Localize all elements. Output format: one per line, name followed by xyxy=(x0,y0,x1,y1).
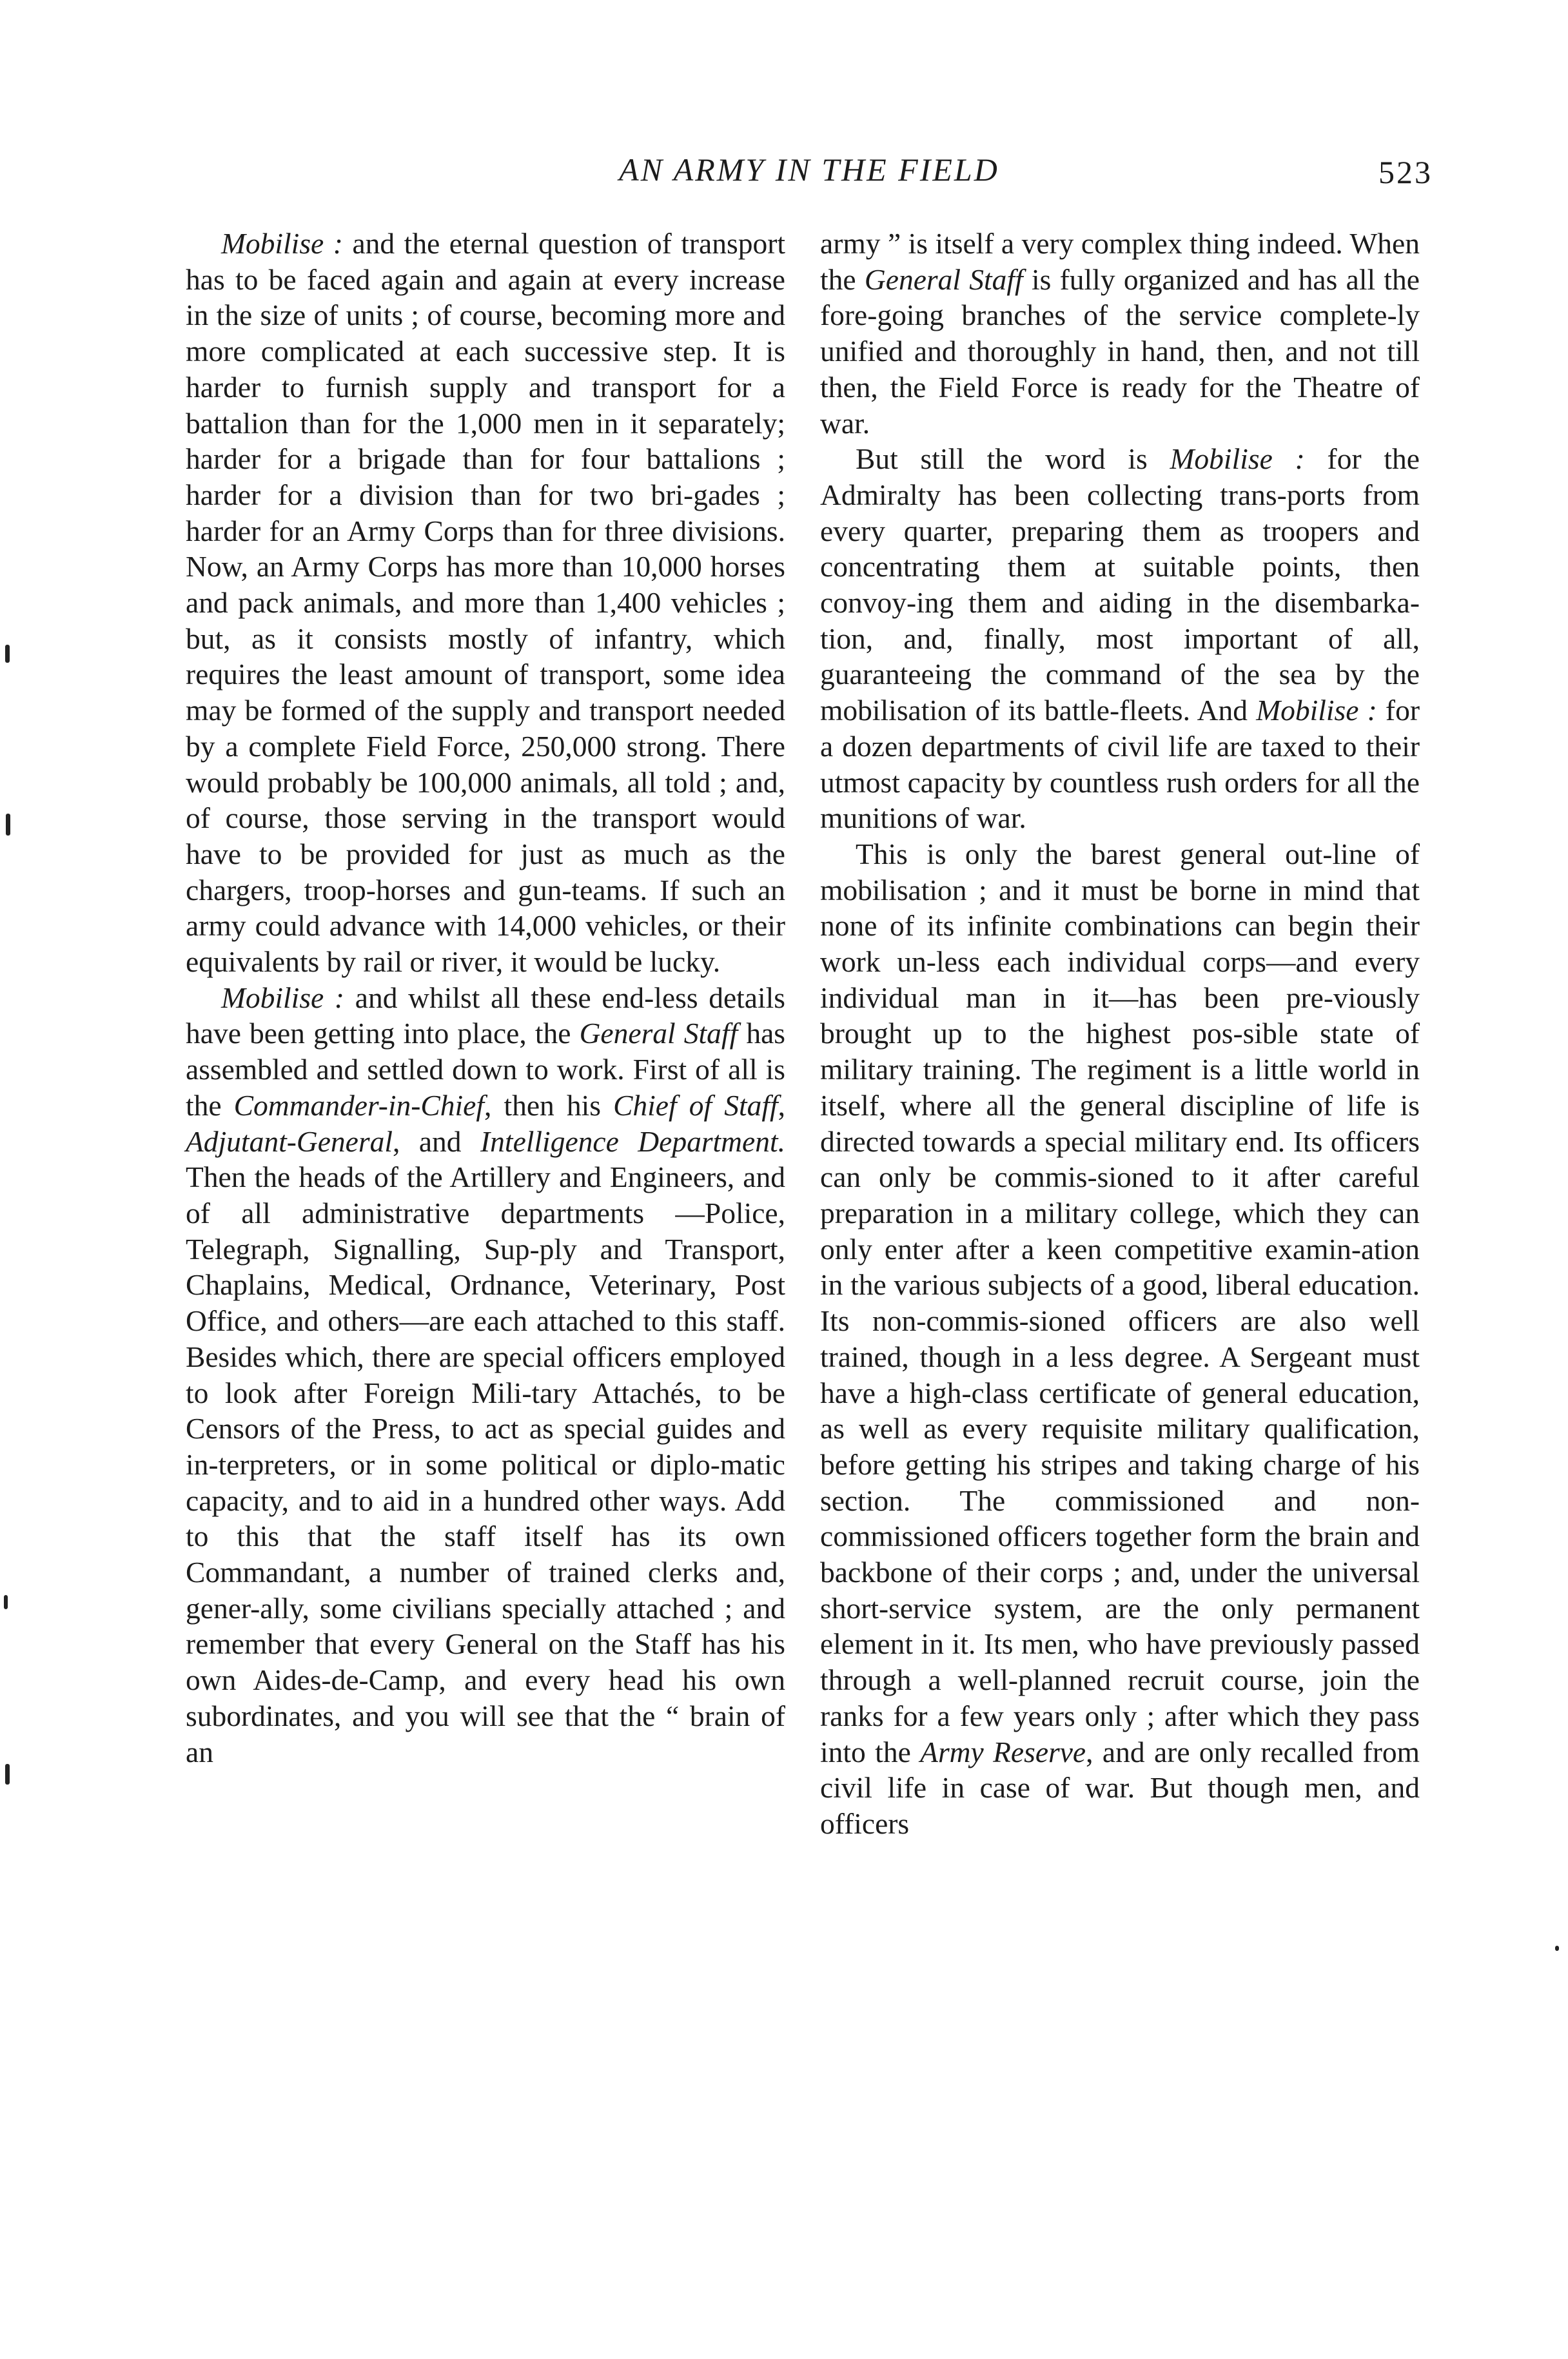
paragraph-continued: army ” is itself a very complex thing indeed. When the General Staff is fully organized and has all the fore-going branches of the service complete-ly unified and thoroughly in hand, then, and not till then, the Field Force is ready for the Theatre of war. xyxy=(820,227,1420,440)
running-title: AN ARMY IN THE FIELD xyxy=(619,152,999,188)
italic-run: General Staff xyxy=(864,262,1023,296)
scan-mark xyxy=(5,645,10,663)
scan-mark xyxy=(1555,1946,1559,1951)
paragraph: Mobilise : and the eternal question of transport has to be faced again and again at every increase in the size of units ; of course, becoming more and more complicated at each successive step. It is harder to furnish supply and transport for a battalion than for the 1,000 men in it separately; harder for a brigade than for four battalions ; harder for a division than for two bri-gades ; harder for an Army Corps than for three divisions. Now, an Army Corps has more than 10,000 horses and pack animals, and more than 1,400 vehicles ; but, as it consists mostly of infantry, which requires the least amount of transport, some idea may be formed of the supply and transport needed by a complete Field Force, 250,000 strong. There would probably be 100,000 animals, all told ; and, of course, those serving in the transport would have to be provided for just as much as the chargers, troop-horses and gun-teams. If such an army could advance with 14,000 vehicles, or their equivalents by rail or river, it would be lucky. xyxy=(186,227,785,979)
italic-run: Mobilise : xyxy=(221,227,343,260)
paragraph: Mobilise : and whilst all these end-less details have been getting into place, the General Staff has assembled and settled down to work. First of all is the Commander-in-Chief, then his Chief of Staff, Adjutant-General, and Intelligence Department. Then the heads of the Artillery and Engineers, and of all administrative departments —Police, Telegraph, Signalling, Sup-ply and Transport, Chaplains, Medical, Ordnance, Veterinary, Post Office, and others—are each attached to this staff. Besides which, there are special officers employed to look after Foreign Mili-tary Attachés, to be Censors of the Press, to act as special guides and in-terpreters, or in some political or diplo-matic capacity, and to aid in a hundred other ways. Add to this that the staff itself has its own Commandant, a number of trained clerks and, gener-ally, some civilians specially attached ; and remember that every General on the Staff has his own Aides-de-Camp, and every head his own subordinates, and you will see that the “ brain of an xyxy=(186,981,785,1768)
scan-mark xyxy=(5,1764,10,1785)
page-number: 523 xyxy=(1378,154,1433,190)
italic-run: Chief of Staff xyxy=(613,1088,778,1122)
italic-run: Intelligence Department. xyxy=(480,1124,785,1158)
italic-run: Commander-in-Chief xyxy=(233,1088,484,1122)
italic-run: General Staff xyxy=(579,1017,738,1050)
scan-mark xyxy=(6,814,10,836)
paragraph: This is only the barest general out-line of mobilisation ; and it must be borne in mind that none of its infinite combinations can begin their work un-less each individual corps—and every individual man in it—has been pre-viously brought up to the highest pos-sible state of military training. The regiment is a little world in itself, where all the general discipline of life is directed towards a special military end. Its officers can only be commis-sioned to it after careful preparation in a military college, which they can only enter after a keen competitive examin-ation in the various subjects of a good, liberal education. Its non-commis-sioned officers are also well trained, though in a less degree. A Sergeant must have a high-class certificate of general education, as well as every requisite military qualification, before getting his stripes and taking charge of his section. The commissioned and non-commissioned officers together form the brain and backbone of their corps ; and, under the universal short-service system, are the only permanent element in it. Its men, who have previously passed through a well-planned recruit course, join the ranks for a few years only ; after which they pass into the Army Reserve, and are only recalled from civil life in case of war. But though men, and officers xyxy=(820,837,1420,1840)
italic-run: Mobilise : xyxy=(221,981,345,1014)
scan-mark xyxy=(4,1595,8,1609)
italic-run: Mobilise : xyxy=(1170,442,1305,476)
running-head xyxy=(186,147,1433,199)
italic-run: Adjutant-General xyxy=(186,1124,393,1158)
paragraph: But still the word is Mobilise : for the Admiralty has been collecting trans-ports from every quarter, preparing them as troopers and concentrating them at suitable points, then convoy-ing them and aiding in the disembarka-tion, and, finally, most important of all, guaranteeing the command of the sea by the mobilisation of its battle-fleets. And Mobilise : for a dozen departments of civil life are taxed to their utmost capacity by countless rush orders for all the munitions of war. xyxy=(820,442,1420,835)
right-column xyxy=(820,226,1420,1842)
italic-run: Army Reserve xyxy=(920,1735,1086,1768)
italic-run: Mobilise : xyxy=(1256,694,1377,727)
left-column xyxy=(186,226,785,1770)
